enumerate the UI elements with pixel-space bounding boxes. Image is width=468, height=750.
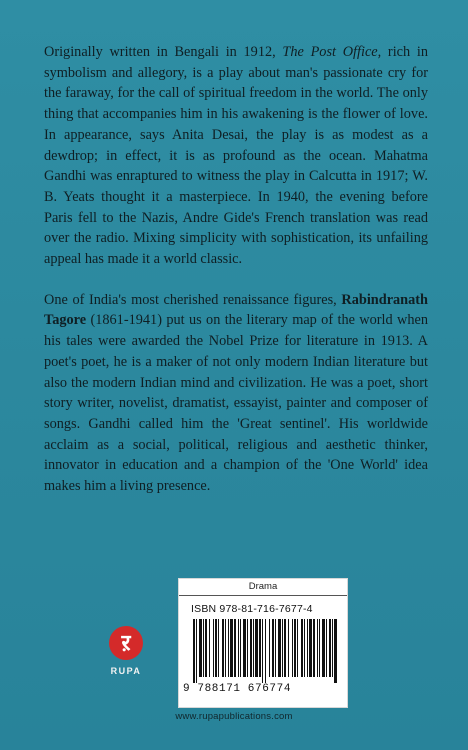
blurb-text: (1861-1941) put us on the literary map of the world when his tales were awarded the Nobel Prize for literature in 1913. A poet's poet, he is a maker of not only modern Indian literature but also the modern Indian mind and civilization. He was a poet, short story writer, novelist, dramatist, essayist, painter and composer of songs. Gandhi called him the 'Great sentinel'. His worldwide acclaim as a social, political, religious and aesthetic thinker, innovator in education and a champion of the 'One World' idea makes him a living presence. bbox=[44, 312, 428, 495]
logo-glyph-icon: ऱ bbox=[121, 630, 131, 656]
blurb-text: Originally written in Bengali in 1912, bbox=[44, 44, 283, 60]
blurb-text: rich in symbolism and allegory, is a play about man's passionate cry for the faraway, for the call of spiritual freedom in the world. The only thing that accompanies him in his awakening is the flower of love. In appearance, says Anita Desai, the play is as modest as a dewdrop; in effect, it is as profound as the ocean. Mahatma Gandhi was enraptured to witness the play in Calcutta in 1917; W. B. Yeats thought it a masterpiece. In 1940, the evening before Paris fell to the Nazis, Andre Gide's French translation was read over the radio. Mixing simplicity with sophistication, its unfailing appeal has made it a world classic. bbox=[44, 44, 428, 268]
logo-wordmark: RUPA bbox=[110, 666, 142, 676]
blurb-paragraph-author bbox=[44, 290, 428, 497]
barcode-icon bbox=[193, 619, 337, 683]
publisher-url: www.rupapublications.com bbox=[175, 711, 293, 722]
publisher-logo bbox=[104, 626, 148, 690]
genre-label: Drama bbox=[179, 579, 347, 596]
book-title: The Post Office, bbox=[282, 44, 382, 60]
author-name: Rabindranath Tagore bbox=[44, 291, 428, 329]
barcode-digits: 9 788171 676774 bbox=[183, 683, 292, 695]
blurb-paragraph-play bbox=[44, 42, 428, 270]
isbn-text: ISBN 978-81-716-7677-4 bbox=[191, 603, 313, 615]
cover-blurb bbox=[44, 42, 428, 497]
barcode-panel bbox=[178, 578, 348, 708]
blurb-text: One of India's most cherished renaissance figures, bbox=[44, 291, 342, 308]
